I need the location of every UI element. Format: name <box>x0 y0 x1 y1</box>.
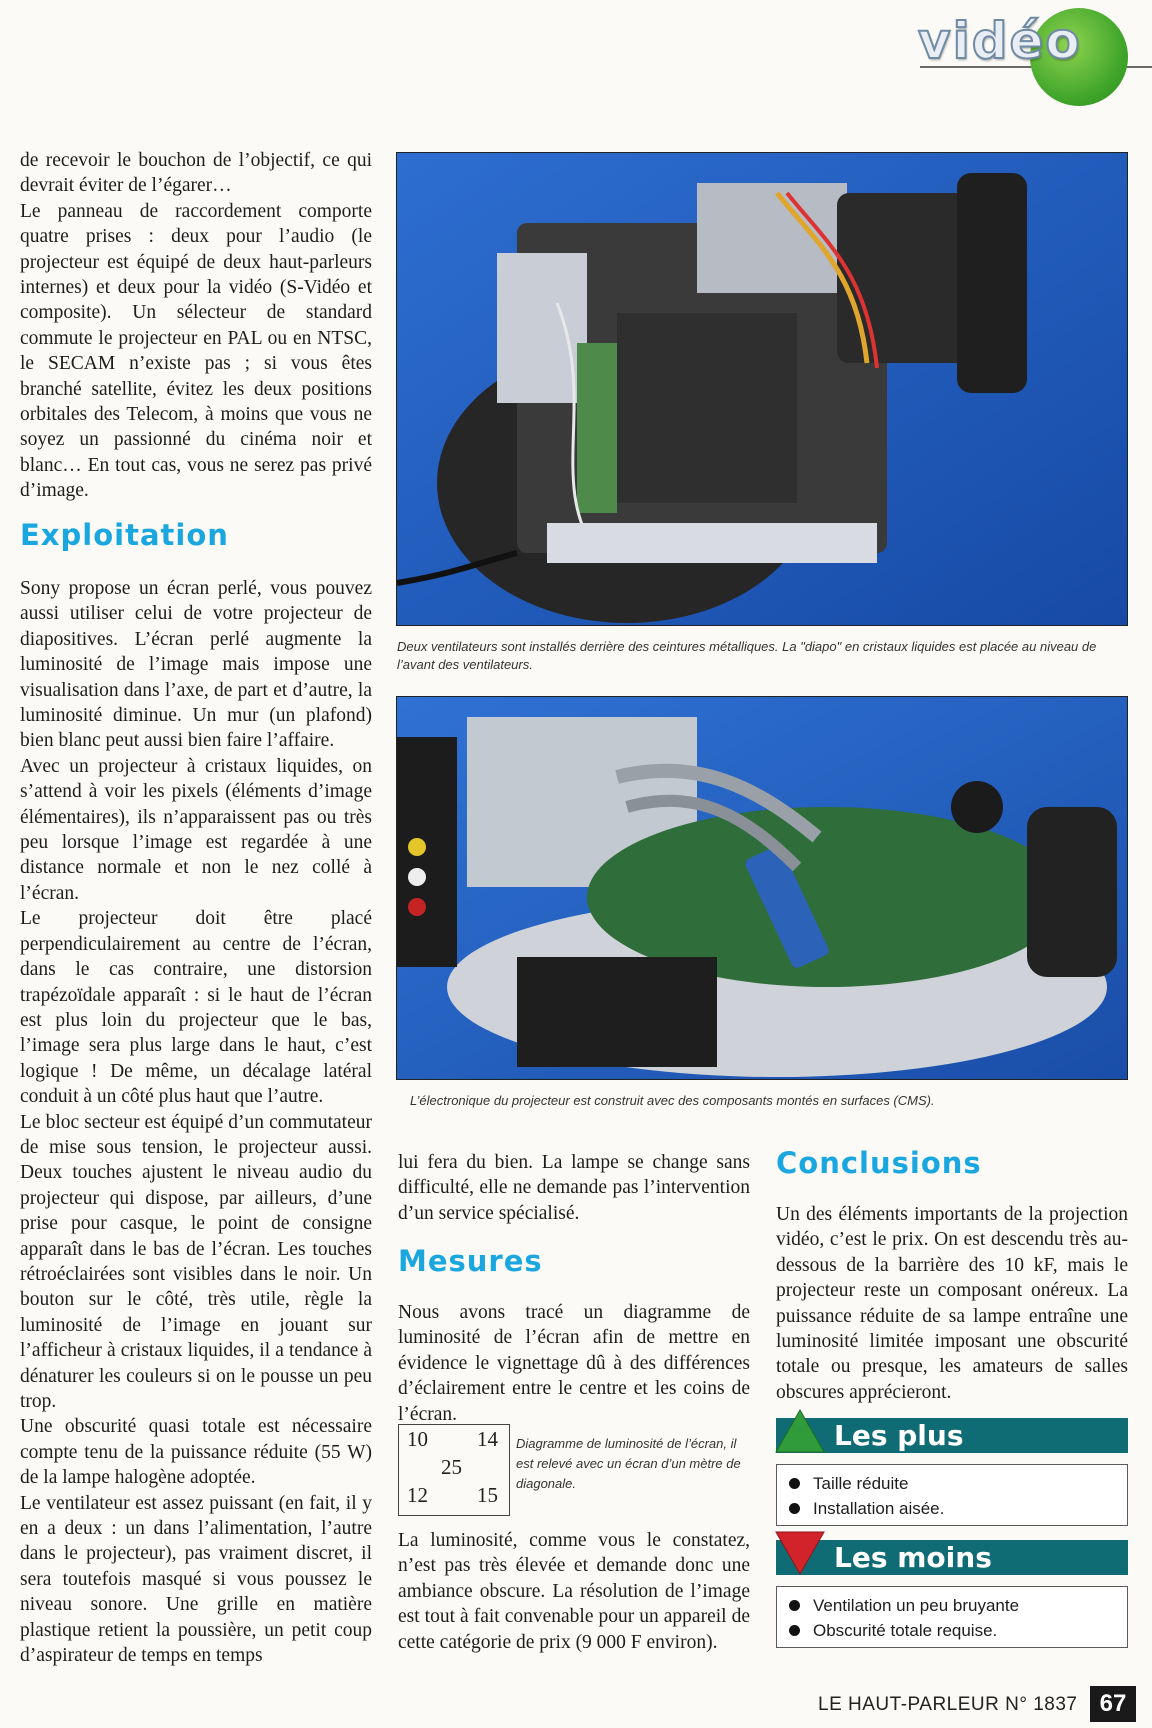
list-item: Obscurité totale requise. <box>789 1618 1127 1643</box>
left-intro <box>20 148 372 504</box>
magazine-footer: LE HAUT-PARLEUR N° 1837 <box>818 1694 1078 1715</box>
resolution-paragraph: La luminosité, comme vous le constatez, n’est pas très élevée et demande donc une ambiance obscure. La résolution de l’image est tout à fait convenable pour un appareil de cette catégorie de prix (9 000 F environ). <box>398 1530 750 1653</box>
table-cell-top-left: 10 <box>407 1427 428 1451</box>
list-item: Ventilation un peu bruyante <box>789 1593 1127 1618</box>
paragraph: Sony propose un écran perlé, vous pouvez aussi utiliser celui de votre projecteur de diapositives. L’écran perlé augmente la luminosité de l’image mais impose une visualisation dans l’axe, de part et d’autre, la luminosité diminue. Un mur (un plafond) bien blanc peut aussi bien faire l’affaire. <box>20 578 372 752</box>
minus-list <box>776 1586 1128 1648</box>
luminosity-table <box>398 1424 510 1516</box>
table-cell-bottom-left: 12 <box>407 1483 428 1507</box>
paragraph: Avec un projecteur à cristaux liquides, on s’attend à voir les pixels (éléments d’image élémentaires), ils n’apparaissent pas ou très peu lorsque l’image est regardée à une distance normale et non le nez collé à l’écran. <box>20 755 372 904</box>
paragraph: Le projecteur doit être placé perpendiculairement au centre de l’écran, dans le cas contraire, une distorsion trapézoïdale apparaît : si le haut de l’écran est plus loin du projecteur que le bas, l’image sera plus large dans le haut, c’est logique ! De même, un décalage latéral conduit à un côté plus haut que l’autre. <box>20 908 372 1108</box>
mesures-paragraph: Nous avons tracé un diagramme de luminosité de l’écran afin de mettre en évidence le vignettage dû à des différences d’éclairement entre le centre et les coins de l’écran. <box>398 1302 750 1425</box>
paragraph: Une obscurité quasi totale est nécessaire compte tenu de la puissance réduite (55 W) de la lampe halogène adoptée. <box>20 1416 372 1489</box>
minus-band <box>776 1540 1128 1575</box>
projector-fans-illustration <box>397 153 1127 625</box>
minus-title: Les moins <box>834 1541 992 1574</box>
table-caption: Diagramme de luminosité de l’écran, il est relevé avec un écran d’un mètre de diagonale. <box>516 1436 741 1491</box>
photo-projector-fans <box>396 152 1128 626</box>
paragraph: de recevoir le bouchon de l’objectif, ce qui devrait éviter de l’égarer… <box>20 150 372 197</box>
plus-triangle-icon <box>774 1408 826 1454</box>
paragraph: Le ventilateur est assez puissant (en fait, il y en a deux : un dans l’alimentation, l’autre dans le projecteur), pas vraiment discret, il sera toutefois masqué si vous poussez le niveau sonore. Une grille en matière plastique retient la poussière, un petit coup d’aspirateur de temps en temps <box>20 1492 372 1667</box>
table-cell-center: 25 <box>441 1455 462 1479</box>
page-number: 67 <box>1090 1686 1136 1722</box>
photo-projector-electronics <box>396 696 1128 1080</box>
plus-list <box>776 1464 1128 1526</box>
middle-intro: lui fera du bien. La lampe se change sans difficulté, elle ne demande pas l’intervention d’un service spécialisé. <box>398 1152 750 1224</box>
plus-title: Les plus <box>834 1419 964 1452</box>
photo2-caption: L’électronique du projecteur est construit avec des composants montés en surfaces (CMS). <box>410 1093 935 1108</box>
projector-electronics-illustration <box>397 697 1127 1079</box>
paragraph: Le bloc secteur est équipé d’un commutateur de mise sous tension, le projecteur aussi. Deux touches ajustent le niveau audio du projecteur qui dispose, par ailleurs, d’une prise pour casque, le point de consigne apparaît dans le bas de l’écran. Les touches rétroéclairées sont visibles dans le noir. Un bouton sur le côté, très utile, règle la luminosité de l’image en jouant sur l’afficheur à cristaux liquides, il a tendance à dénaturer les couleurs si on le pousse un peu trop. <box>20 1111 372 1412</box>
section-tag: vidéo <box>918 12 1082 70</box>
list-item: Installation aisée. <box>789 1496 1127 1521</box>
paragraph: Le panneau de raccordement comporte quatre prises : deux pour l’audio (le projecteur est équipé de deux haut-parleurs internes) et deux pour la vidéo (S-Vidéo et composite). Un sélecteur de standard commute le projecteur en PAL ou en NTSC, le SECAM n’existe pas ; si vous êtes branché satellite, évitez les deux positions orbitales des Telecom, à moins que vous ne soyez un passionné du cinéma noir et blanc… En tout cas, vous ne serez pas privé d’image. <box>20 200 372 502</box>
heading-mesures: Mesures <box>398 1244 543 1278</box>
table-cell-bottom-right: 15 <box>477 1483 498 1507</box>
plus-band <box>776 1418 1128 1453</box>
left-body <box>20 576 372 1668</box>
table-cell-top-right: 14 <box>477 1427 498 1451</box>
conclusions-paragraph: Un des éléments importants de la projection vidéo, c’est le prix. On est descendu très au-dessous de la barrière des 10 kF, mais le projecteur reste un composant onéreux. La puissance réduite de sa lampe entraîne une luminosité limitée imposant une obscurité totale ou presque, les amateurs de salles obscures apprécieront. <box>776 1204 1128 1403</box>
heading-conclusions: Conclusions <box>776 1146 982 1180</box>
photo1-caption: Deux ventilateurs sont installés derrière des ceintures métalliques. La "diapo" en cristaux liquides est placée au niveau de l’avant des ventilateurs. <box>397 639 1097 672</box>
list-item: Taille réduite <box>789 1471 1127 1496</box>
heading-exploitation: Exploitation <box>20 518 229 552</box>
minus-triangle-icon <box>774 1530 826 1576</box>
